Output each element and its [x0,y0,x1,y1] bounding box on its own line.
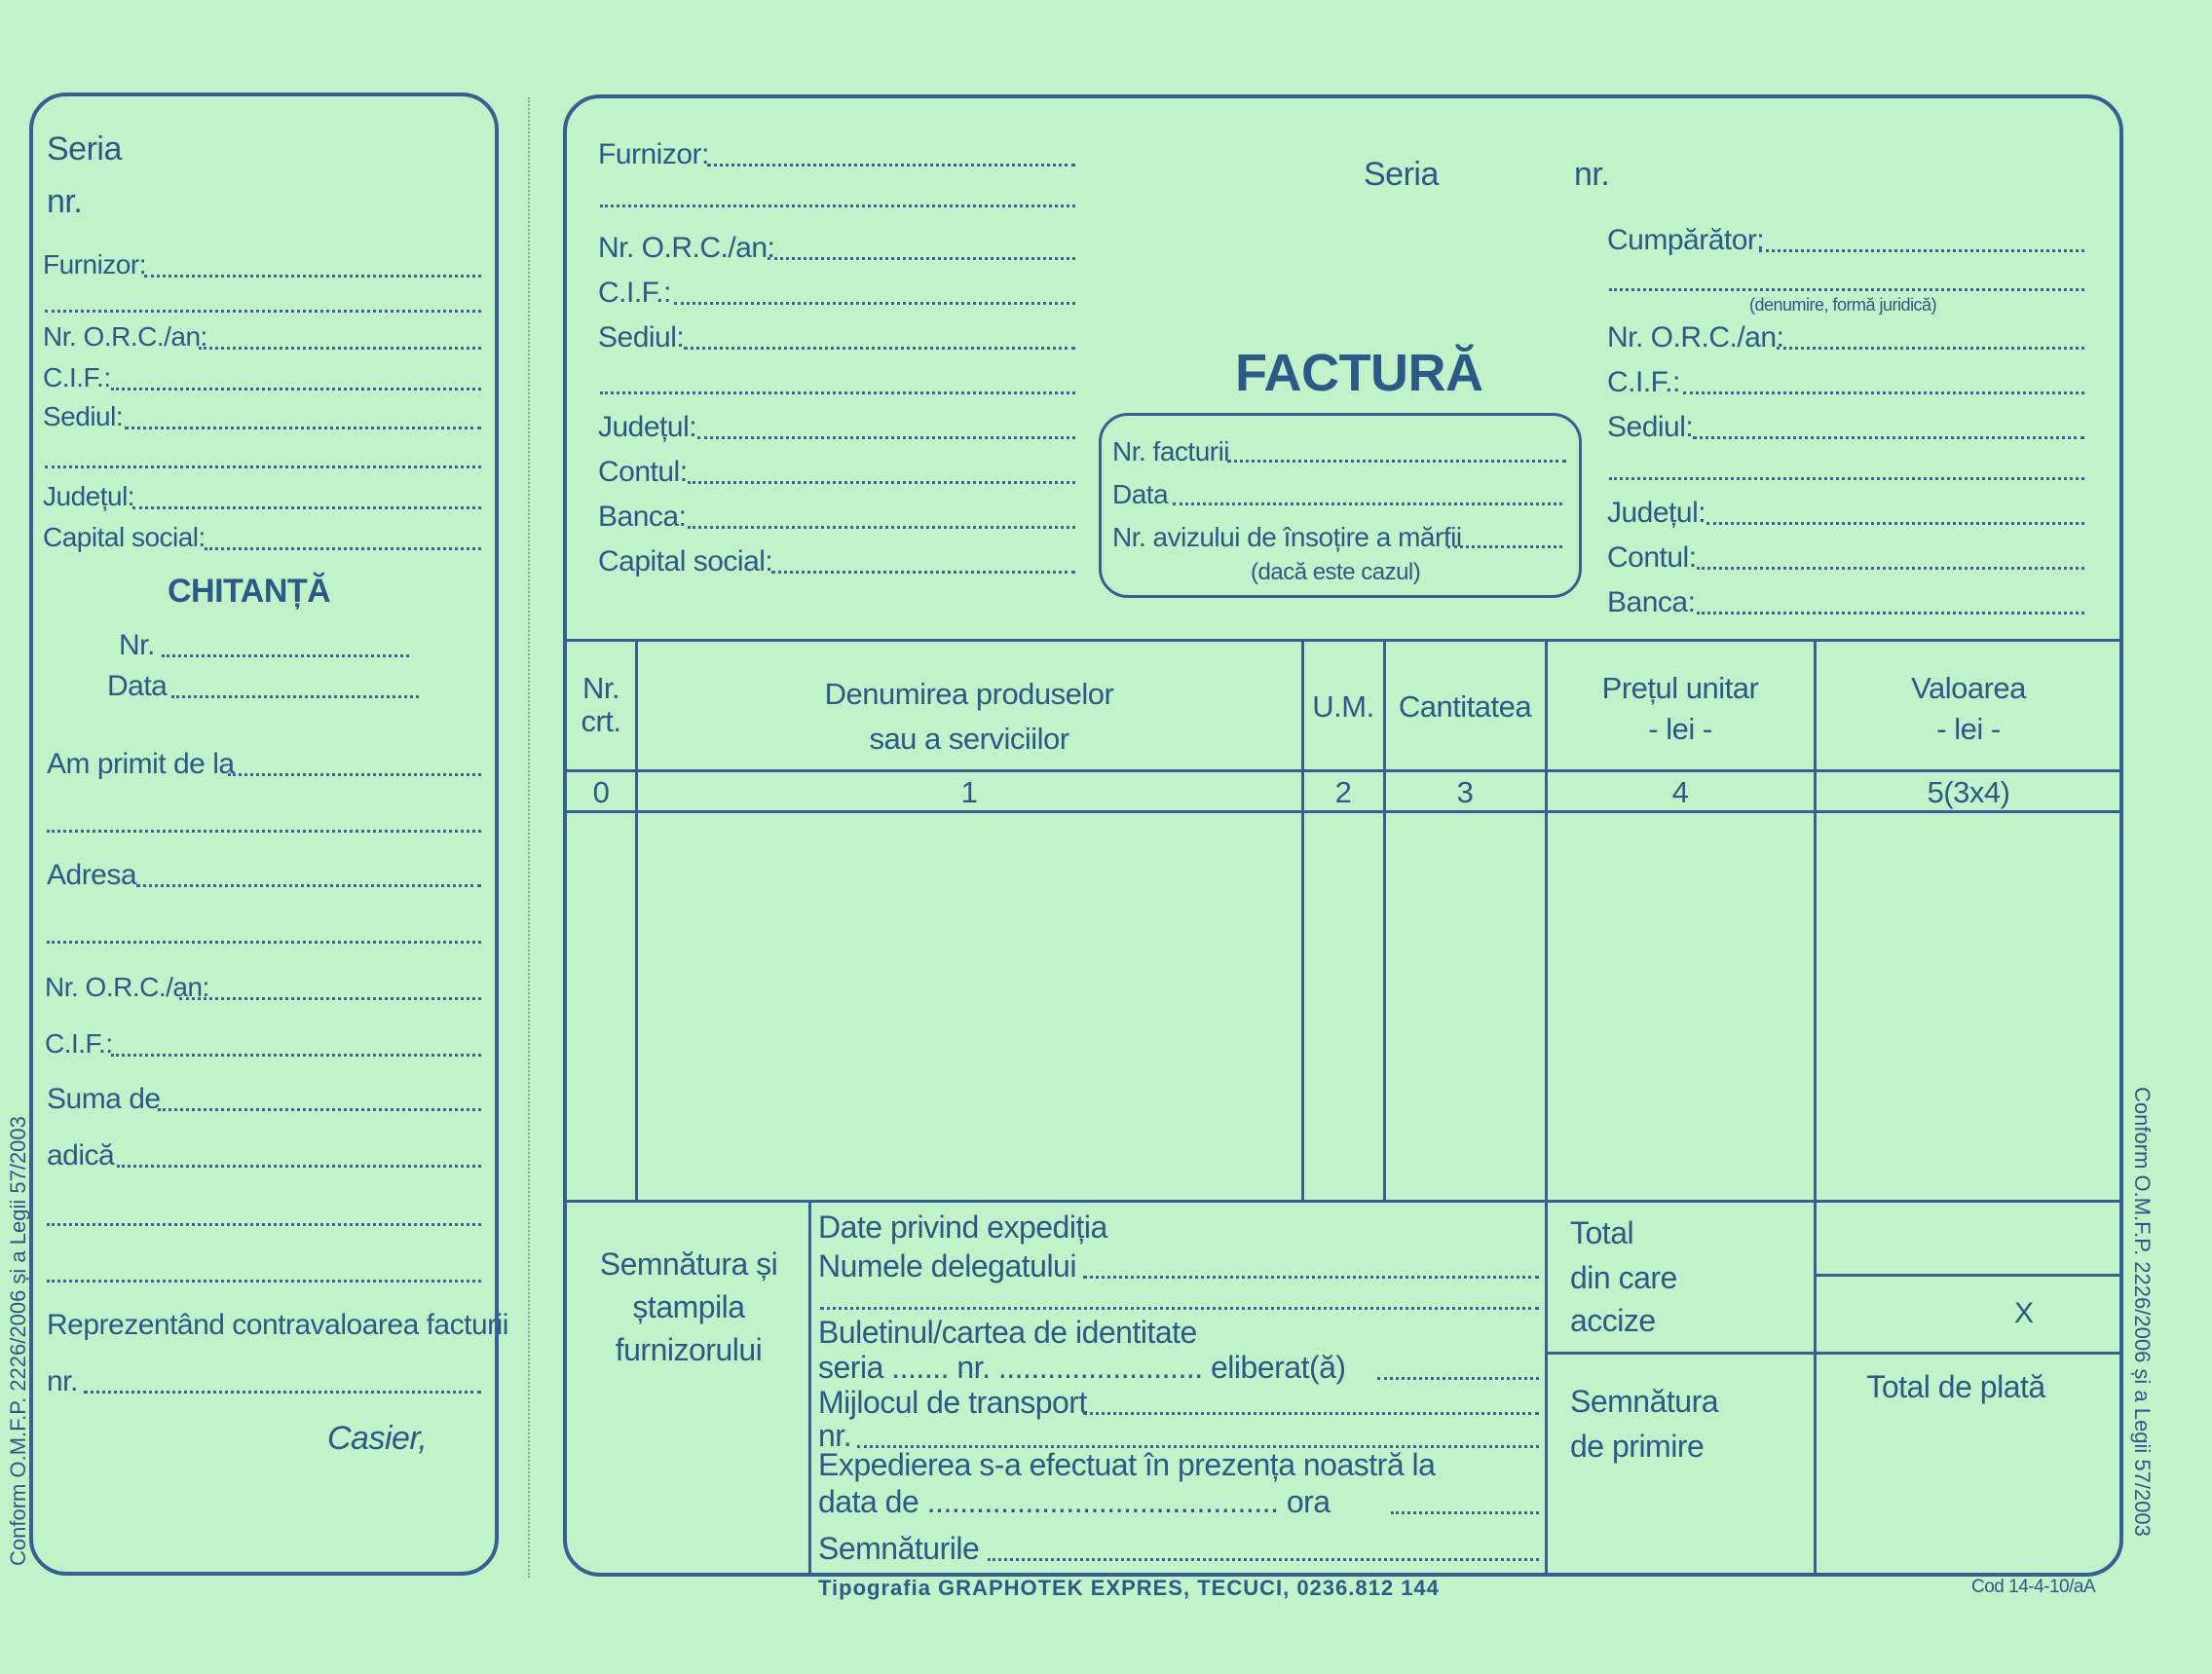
receipt-suma-label: Suma de [47,1083,161,1115]
receipt-data-label: Data [107,670,168,702]
invoice-furnizor-judetul-label: Județul: [598,411,697,443]
receipt-cif-label: C.I.F.: [43,362,111,392]
receipt-panel [29,93,499,1576]
receipt-casier-label: Casier, [327,1420,428,1457]
invoice-title: FACTURĂ [1235,344,1483,402]
invoice-denumire-note: (denumire, formă juridică) [1749,295,1937,315]
receipt-orc2-field[interactable] [179,997,481,1000]
invoice-side-note: Conform O.M.F.P. 2226/2006 și a Legii 57/2003 [2130,1087,2155,1537]
footer-total-line [1814,1274,2121,1277]
receipt-sediul-field[interactable] [125,427,481,429]
receipt-adica-field-2[interactable] [47,1223,481,1226]
receipt-cif2-field[interactable] [111,1054,481,1057]
receipt-adresa-field[interactable] [136,884,481,887]
receipt-data-field[interactable] [171,695,419,698]
footer-nr-label: nr. [818,1418,852,1453]
invoice-data-label: Data [1112,479,1169,509]
receipt-reprezentand-label: Reprezentând contravaloarea facturii [47,1309,508,1341]
index-5: 5(3x4) [1927,775,2010,809]
invoice-furnizor-banca-field[interactable] [688,526,1075,529]
invoice-cumparator-judetul-field[interactable] [1706,522,2084,525]
invoice-furnizor-judetul-field[interactable] [697,436,1075,439]
footer-delegat-field-2[interactable] [820,1307,1539,1310]
receipt-orc-field[interactable] [199,347,481,350]
printer-note: Tipografia GRAPHOTEK EXPRES, TECUCI, 0236.812 144 [818,1576,1440,1600]
invoice-furnizor-capital-field[interactable] [771,571,1075,574]
invoice-furnizor-contul-field[interactable] [688,481,1075,484]
invoice-furnizor-orc-field[interactable] [768,257,1075,260]
footer-total-plata-label: Total de plată [1866,1369,2045,1404]
receipt-cif2-label: C.I.F.: [45,1028,113,1059]
receipt-orc2-label: Nr. O.R.C./an: [45,972,209,1002]
invoice-cumparator-sediul-field-2[interactable] [1609,477,2084,480]
footer-delegat-field[interactable] [1083,1276,1539,1279]
footer-semnatura-primire: Semnătura de primire [1570,1384,1719,1464]
footer-expedierea-label: Expedierea s-a efectuat în prezența noastră la [818,1447,1436,1482]
footer-semnaturile-label: Semnăturile [818,1531,980,1566]
table-header-bottom-line [565,769,2121,772]
footer-buletin-label: Buletinul/cartea de identitate [818,1315,1197,1350]
receipt-sediul-field-2[interactable] [45,465,481,468]
footer-mijloc-label: Mijlocul de transport [818,1385,1087,1420]
invoice-cumparator-contul-field[interactable] [1697,567,2084,570]
invoice-cumparator-field-2[interactable] [1609,288,2084,291]
header-valoarea: Valoarea - lei - [1911,671,2026,746]
invoice-cumparator-label: Cumpărător: [1607,224,1765,256]
receipt-nr2-label: Nr. [119,629,155,661]
receipt-capital-field[interactable] [205,547,481,550]
cod-note: Cod 14-4-10/aA [1971,1577,2096,1597]
invoice-cumparator-sediul-label: Sediul: [1607,411,1694,443]
receipt-nr2-field[interactable] [162,654,409,657]
receipt-am-primit-field[interactable] [228,773,481,776]
tear-line [528,97,530,1578]
invoice-nr-facturii-label: Nr. facturii [1112,436,1230,466]
footer-data-ora-label: data de ........................................... ora [818,1484,1331,1519]
footer-x-mark: X [2014,1297,2034,1329]
receipt-adica-field-3[interactable] [47,1280,481,1283]
invoice-cumparator-contul-label: Contul: [1607,541,1697,574]
footer-divider-1 [808,1202,811,1575]
invoice-furnizor-orc-label: Nr. O.R.C./an: [598,232,775,264]
invoice-nr-label: nr. [1574,156,1610,193]
invoice-furnizor-field[interactable] [707,164,1075,167]
footer-eliberat-field[interactable] [1377,1377,1539,1380]
footer-accize-line [1547,1352,2121,1355]
invoice-data-field[interactable] [1173,502,1562,505]
receipt-nr3-label: nr. [47,1365,78,1397]
invoice-cumparator-orc-field[interactable] [1777,347,2084,350]
invoice-furnizor-cif-field[interactable] [674,302,1075,305]
receipt-sediul-label: Sediul: [43,401,124,431]
invoice-furnizor-sediul-label: Sediul: [598,321,685,353]
index-4: 4 [1671,775,1689,809]
table-body-area[interactable] [637,814,1301,1198]
index-3: 3 [1456,775,1474,809]
index-1: 1 [960,775,978,809]
receipt-am-primit-field-2[interactable] [47,830,481,833]
index-0: 0 [592,775,610,809]
receipt-am-primit-label: Am primit de la [47,748,235,780]
invoice-furnizor-sediul-field-2[interactable] [600,391,1075,394]
footer-semnaturile-field[interactable] [988,1558,1539,1561]
footer-seria-nr-label: seria ....... nr. ......................... eliberat(ă) [818,1350,1346,1385]
invoice-furnizor-contul-label: Contul: [598,456,688,488]
receipt-adresa-field-2[interactable] [47,941,481,944]
receipt-adica-label: adică [47,1139,115,1172]
invoice-cumparator-banca-field[interactable] [1697,612,2084,614]
footer-expeditie-title: Date privind expediția [818,1209,1107,1245]
invoice-furnizor-field-2[interactable] [600,205,1075,207]
invoice-furnizor-banca-label: Banca: [598,501,687,533]
receipt-judetul-field[interactable] [132,506,481,509]
receipt-side-note: Conform O.M.F.P. 2226/2006 și a Legii 57/2003 [6,1116,30,1566]
receipt-orc-label: Nr. O.R.C./an: [43,321,207,352]
invoice-furnizor-sediul-field[interactable] [684,347,1075,350]
receipt-adica-field[interactable] [117,1165,481,1168]
index-2: 2 [1334,775,1352,809]
footer-ora-field[interactable] [1391,1511,1539,1514]
receipt-cif-field[interactable] [111,388,481,391]
invoice-furnizor-capital-label: Capital social: [598,545,773,577]
header-denumire: Denumirea produselor sau a serviciilor [824,677,1114,756]
receipt-nr-label: nr. [47,183,83,220]
table-top-line [565,639,2121,642]
footer-din-care-label: din care [1570,1260,1677,1295]
footer-total-label: Total [1570,1215,1634,1250]
receipt-judetul-label: Județul: [43,481,135,511]
invoice-cumparator-judetul-label: Județul: [1607,497,1706,529]
header-cantitatea: Cantitatea [1398,689,1532,724]
header-pret-unitar: Prețul unitar - lei - [1601,671,1759,746]
footer-delegat-label: Numele delegatului [818,1248,1076,1283]
invoice-cumparator-banca-label: Banca: [1607,586,1696,618]
receipt-suma-field[interactable] [158,1108,481,1111]
invoice-nr-facturii-field[interactable] [1227,460,1566,463]
invoice-seria-label: Seria [1364,156,1439,193]
invoice-furnizor-cif-label: C.I.F.: [598,277,671,309]
invoice-cumparator-orc-label: Nr. O.R.C./an: [1607,321,1784,353]
invoice-cumparator-cif-label: C.I.F.: [1607,366,1680,398]
receipt-seria-label: Seria [47,130,122,167]
footer-semnatura-furnizor: Semnătura și ștampila furnizorului [599,1246,778,1367]
footer-mijloc-field[interactable] [1083,1412,1539,1415]
receipt-furnizor-field-2[interactable] [45,310,481,313]
invoice-furnizor-label: Furnizor: [598,138,709,170]
invoice-cumparator-cif-field[interactable] [1683,391,2084,394]
invoice-cumparator-field[interactable] [1759,249,2084,252]
col-divider-2 [1383,641,1386,1200]
receipt-capital-label: Capital social: [43,522,206,552]
header-um: U.M. [1312,689,1374,724]
receipt-nr3-field[interactable] [84,1391,481,1394]
receipt-adresa-label: Adresa [47,859,137,891]
col-divider-1 [1301,641,1304,1200]
receipt-furnizor-label: Furnizor: [43,249,146,279]
receipt-title: CHITANȚĂ [168,573,331,610]
footer-accize-label: accize [1570,1303,1656,1338]
receipt-furnizor-field[interactable] [144,275,481,278]
invoice-aviz-note: (dacă este cazul) [1251,559,1421,585]
invoice-cumparator-sediul-field[interactable] [1693,436,2084,439]
invoice-aviz-field[interactable] [1447,545,1562,548]
header-nr-crt: Nr. crt. [581,671,621,738]
invoice-aviz-label: Nr. avizului de însoțire a mărfii [1112,522,1462,552]
table-body-bottom-line [565,1200,2121,1203]
table-index-bottom-line [565,810,2121,813]
